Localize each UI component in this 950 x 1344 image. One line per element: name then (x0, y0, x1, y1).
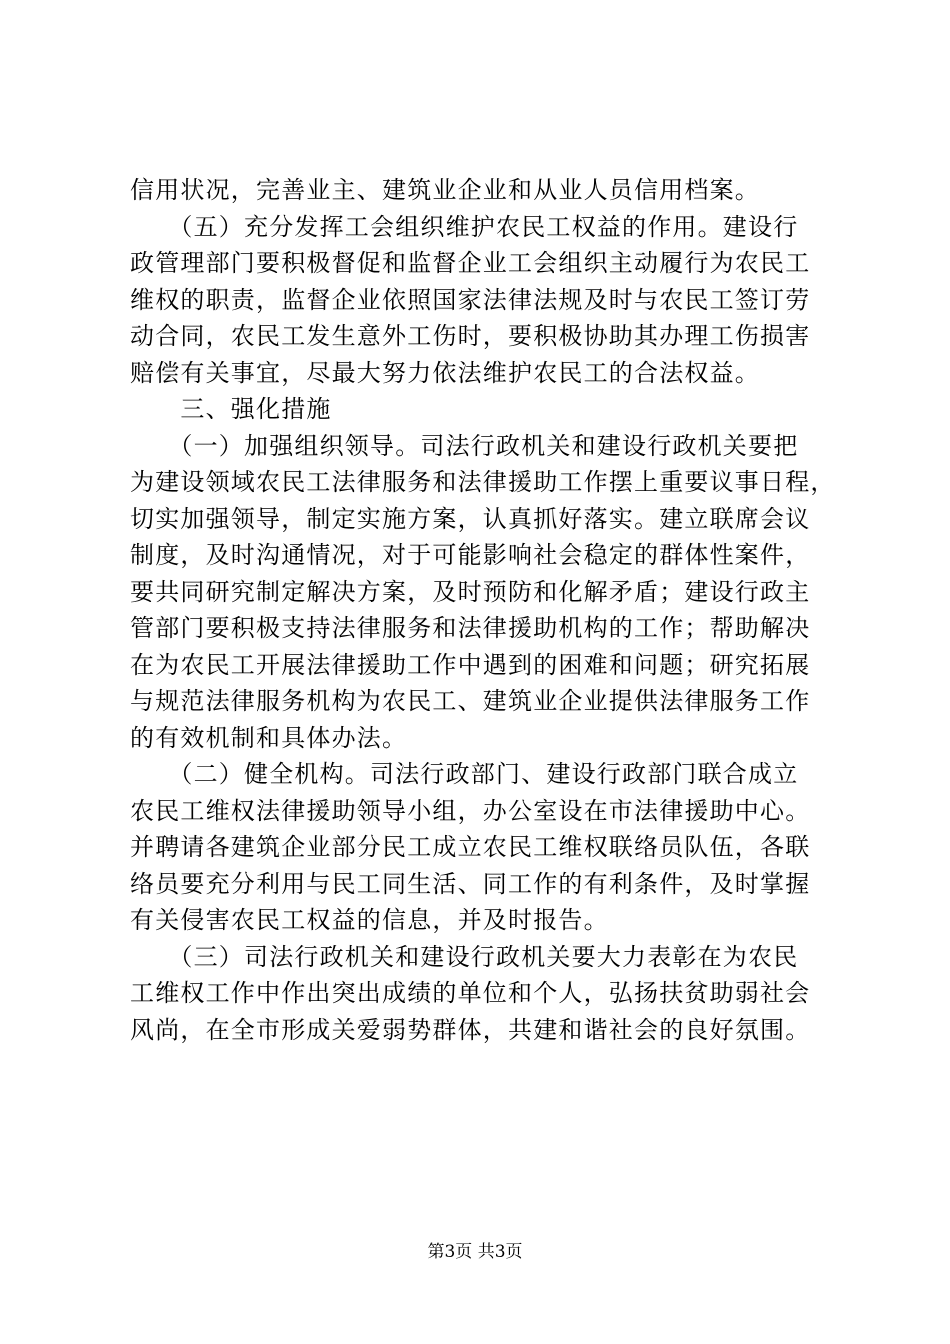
text-line: 三、强化措施 (130, 395, 332, 423)
text-line: 络员要充分利用与民工同生活、同工作的有利条件，及时掌握 (130, 869, 811, 898)
text-line: 切实加强领导，制定实施方案，认真抓好落实。建立联席会议 (130, 504, 811, 533)
text-line: 动合同，农民工发生意外工伤时，要积极协助其办理工伤损害 (130, 322, 811, 350)
text-line: 的有效机制和具体办法。 (130, 723, 408, 752)
text-line: （一）加强组织领导。司法行政机关和建设行政机关要把 (130, 431, 799, 460)
text-line: 要共同研究制定解决方案，及时预防和化解矛盾；建设行政主 (130, 577, 811, 606)
text-line: （二）健全机构。司法行政部门、建设行政部门联合成立 (130, 760, 799, 788)
text-line: （五）充分发挥工会组织维护农民工权益的作用。建设行 (130, 212, 799, 241)
text-line: 工维权工作中作出突出成绩的单位和个人，弘扬扶贫助弱社会 (130, 979, 811, 1007)
text-line: 并聘请各建筑企业部分民工成立农民工维权联络员队伍，各联 (130, 833, 811, 861)
page-footer: 第3页 共3页 (427, 1242, 523, 1262)
text-line: 有关侵害农民工权益的信息，并及时报告。 (130, 906, 609, 934)
text-line: 为建设领域农民工法律服务和法律援助工作摆上重要议事日程， (130, 468, 836, 496)
text-line: 风尚，在全市形成关爱弱势群体，共建和谐社会的良好氛围。 (130, 1015, 811, 1044)
text-line: 与规范法律服务机构为农民工、建筑业企业提供法律服务工作 (130, 687, 811, 715)
text-line: 赔偿有关事宜，尽最大努力依法维护农民工的合法权益。 (130, 358, 760, 387)
document-body (130, 172, 836, 1048)
text-line: 管部门要积极支持法律服务和法律援助机构的工作；帮助解决 (130, 614, 811, 642)
text-line: 在为农民工开展法律援助工作中遇到的困难和问题；研究拓展 (130, 650, 811, 679)
text-line: 维权的职责，监督企业依照国家法律法规及时与农民工签订劳 (130, 285, 811, 314)
text-line: 制度，及时沟通情况，对于可能影响社会稳定的群体性案件， (130, 541, 811, 569)
text-line: （三）司法行政机关和建设行政机关要大力表彰在为农民 (130, 942, 799, 971)
text-line: 政管理部门要积极督促和监督企业工会组织主动履行为农民工 (130, 249, 811, 277)
text-line: 农民工维权法律援助领导小组，办公室设在市法律援助中心。 (130, 796, 811, 825)
text-line: 信用状况，完善业主、建筑业企业和从业人员信用档案。 (130, 176, 760, 204)
